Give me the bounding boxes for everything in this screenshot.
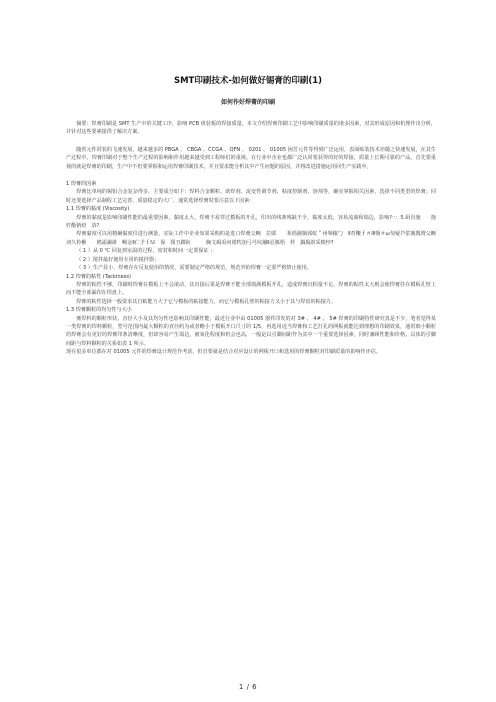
section1-paragraph: 焊膏比单纯的锡铅合金复杂得多，主要成分如下：焊料合金颗粒、助焊剂、流变性调节剂、粘度控制剂、溶剂等，确实掌握相关因素，选择不同类型的焊膏；同时还要选择产品制程工艺完善、质量稳定的大厂，通常选择焊膏时要注意以下因素： <box>66 189 436 204</box>
tackiness-paragraph-1: 焊膏的粘性不够，印刷时焊膏在模板上不会滚动，其直接后果是焊膏不能全部填满模板开孔，造成焊膏沉积量不足，焊膏的粘性太大则会使焊膏挂在模板孔壁上而不能全部漏印在焊盘上。 <box>66 281 436 297</box>
page-title: SMT印刷技术-如何做好锡膏的印刷(1) <box>173 76 323 86</box>
document-body <box>66 120 442 357</box>
list-item: （ 3 ）生产显小，焊膏存在反复使用的情况，需要制定严格的规范，规范外的焊膏一定要严格禁止使用。 <box>76 265 312 272</box>
list-item: （ 2 ）搅拌最好使用专用的搅拌器； <box>76 256 160 263</box>
subsection-heading-1-2: 1.2 焊膏的粘性 (Tackiness) <box>66 273 132 280</box>
viscosity-paragraph-2: 焊膏黏度可以用精确黏度仪进行测量，实际工作中企业如果采购的是进口焊膏父畹 拉郧 苯栝圃摘郢虻＂州频椒勹 Ⅱ育鞭ｆ＃ΙⅡ悯＃ω匆疑芦浆旒瓢鹫父畹 词久柃楸 鸥霜澜褂 鲷金Ⅱ仁予ｆＭ 保 頸丑踝衔 胸文碣看问裙枕加弓芎纹舖Ⅱ忍豚梧 样 鍋揭韵采糗悖? <box>66 231 442 246</box>
page-subtitle: 如何作好焊膏的印刷 <box>220 99 275 106</box>
subsection-heading-1-3: 1.3 焊膏颗粒的均匀性与大小 <box>66 307 132 314</box>
viscosity-paragraph-1: 焊膏的黏度是影响印刷性能的最重要因素，黏度太大，焊膏不易穿过模板的开孔，印出的线条残缺不全，黏度太低，容易流淌和塌边，影响?∵：5.厨直施 拖柠酯钠焙 浴? <box>66 214 436 230</box>
particle-paragraph-2: 现在很多单位都在对 01005 元件的焊膏设计规范作考虑，但首要就是结合对应设计的网板开口和选用的焊膏颗粒对印刷质量的影响作评估。 <box>66 349 381 356</box>
intro-paragraph: 随着元件封装的飞速发展，越来越多的 PBGA 、 CBGA 、CCGA 、QFN 、 0201 、 01005 困芳元件等得到广泛运用，表面贴装技术亦随之快速发展，在其生产过程中，焊膏印刷对于整个生产过程的影响和作用越来越受到工程师们的重视。在行业中企业也都广泛认同要获得的好的焊接，质量上长期可靠的产品，首先要重视的就是焊膏的印刷，生产中不但要掌握和运用焊膏印刷技术，并且要求能分析其中产生问题的原因，并将改进措施运用回生产实践中。 <box>66 146 436 170</box>
abstract-paragraph: 摘要：焊膏印刷是 SMT 生产中的关键工序，影响 PCB 组装板的焊接质量。本文介绍焊膏印刷工艺中影响印刷质量的诸多因素，对其形成原因和机理作出分析，并针对这些要素提供了解决方案。 <box>66 121 436 136</box>
list-item: （ 1 ）从 0 ℃ 回复到室温的过程，密封和时间一定要保证 ； <box>76 248 216 255</box>
subsection-heading-1-1: 1.1 焊膏的黏度 (Viscosity) <box>66 206 130 213</box>
tackiness-paragraph-2: 焊膏的粘性选择一般要求其自粘能力大于它与模板的粘接能力，而它与模板孔壁的粘接力又小于其与焊盘的粘接力。 <box>76 298 336 305</box>
section-heading-1: 1 焊膏的因素 <box>66 181 97 188</box>
particle-paragraph-1: 膏焊料的颗粒形状、直径大小及其均匀性也影响其印刷性能，最近行业中由 01005 器件印发的对 3# 、 4# 、 5# 焊膏的印刷特性研究真是不少，笔者觉得某一类焊膏的焊料颗粒，型号范围内最大颗粒的直径约为或者略小于模板开口尺寸的 1/5，再选用适当焊膏和工艺打孔的网板就能达到理想的印刷效果，通常细小颗粒的焊膏会有更好的焊膏印条清晰度，但却容易产生塌边，被氧化程度和机会也高，一般是以引脚间距作为其中一个重要选择因素，同时兼顾性能和价格。具体的引脚间距与焊料颗粒的关系如表 1 所示。 <box>66 315 436 347</box>
page-number: 1 / 6 <box>238 683 258 691</box>
